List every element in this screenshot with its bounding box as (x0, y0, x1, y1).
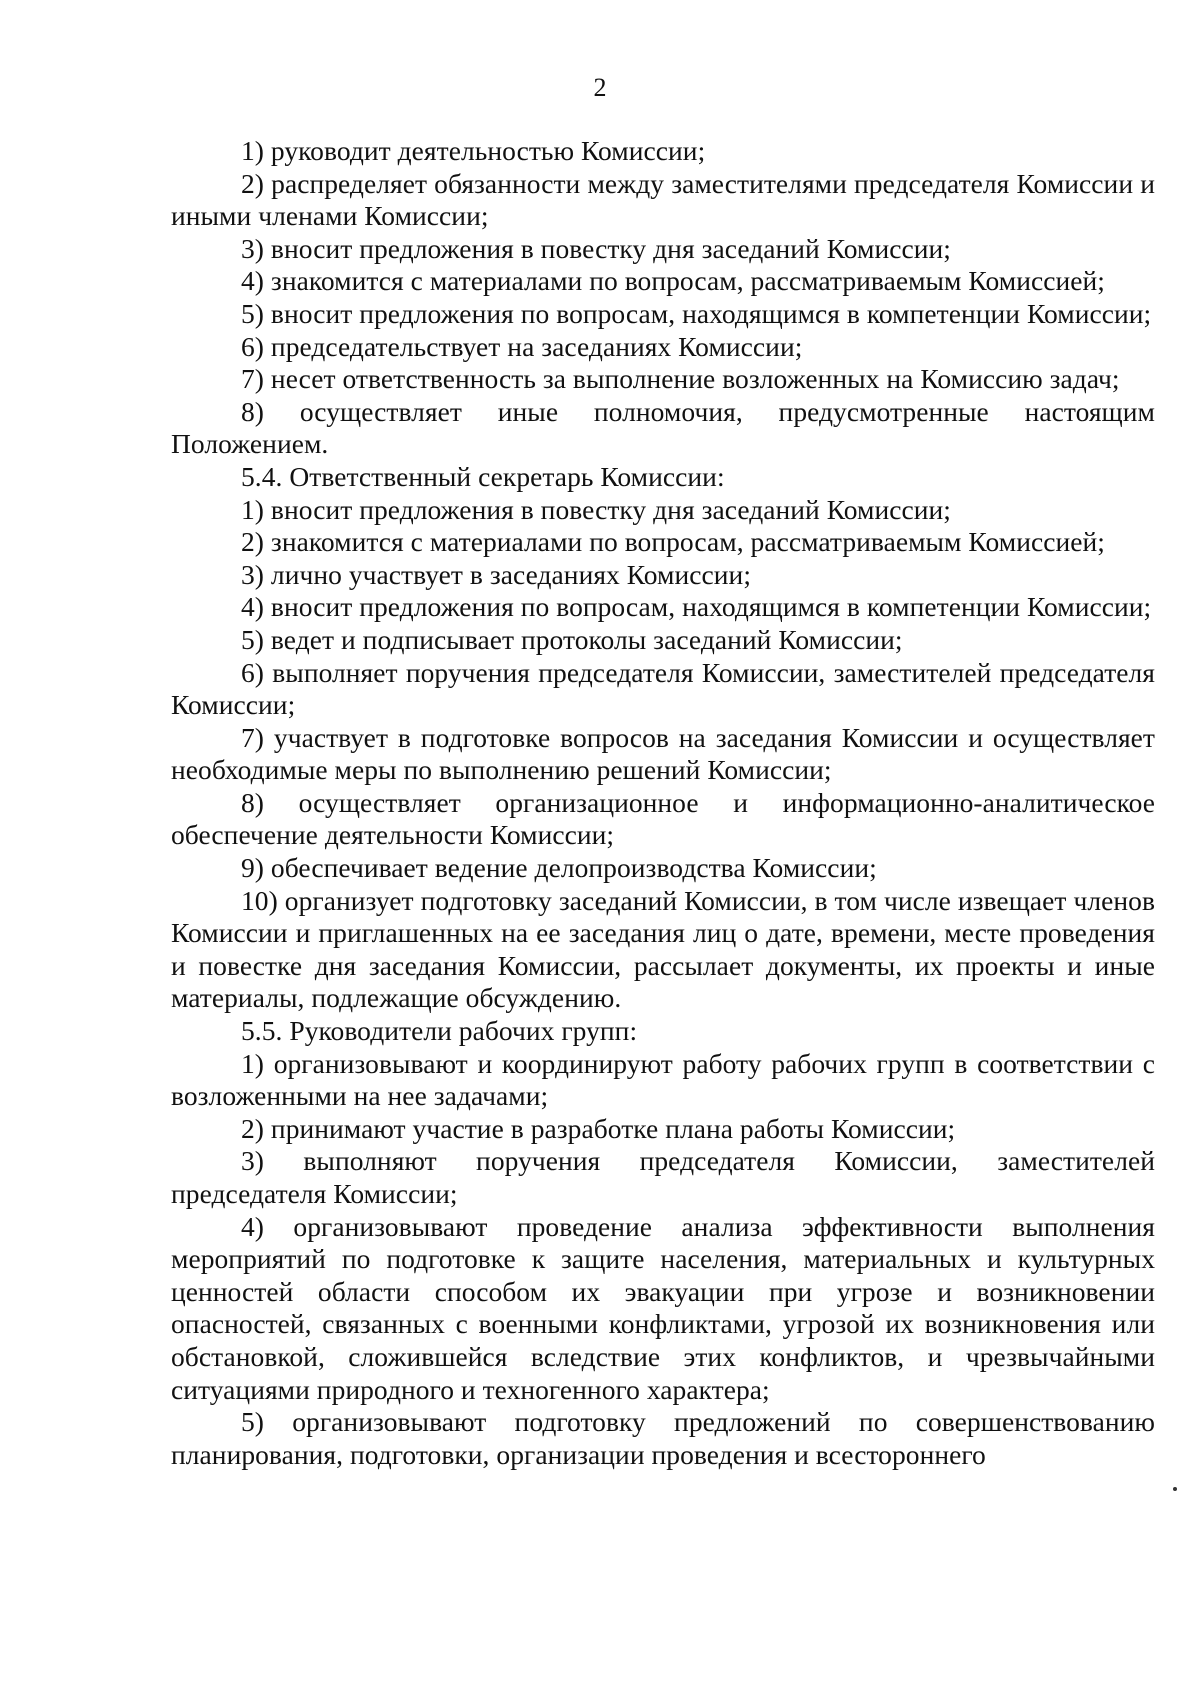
paragraph-chairman-duty-7: 7) несет ответственность за выполнение возложенных на Комиссию задач; (241, 363, 1120, 395)
paragraph-group-lead-duty-3: 3) выполняют поручения председателя Комиссии, заместителей председателя Комиссии; (171, 1145, 1155, 1209)
section-heading-5-4: 5.4. Ответственный секретарь Комиссии: (241, 460, 725, 492)
paragraph-secretary-duty-3: 3) лично участвует в заседаниях Комиссии; (241, 558, 752, 590)
paragraph-chairman-duty-5: 5) вносит предложения по вопросам, находящимся в компетенции Комиссии; (241, 297, 1152, 329)
paragraph-chairman-duty-6: 6) председательствует на заседаниях Комиссии; (241, 330, 803, 362)
paragraph-secretary-duty-6: 6) выполняет поручения председателя Комиссии, заместителей председателя Комиссии; (171, 656, 1155, 721)
paragraph-secretary-duty-5: 5) ведет и подписывает протоколы заседаний Комиссии; (241, 623, 903, 655)
paragraph-chairman-duty-1: 1) руководит деятельностью Комиссии; (241, 135, 706, 166)
paragraph-group-lead-duty-4: 4) организовывают проведение анализа эффективности выполнения мероприятий по подготовке к защите населения, материальных и культурных ценностей области способом их эвакуации при угрозе и возникновении опасностей, связанных с военными конфликтами, угрозой их возникновения или обстановкой, сложившейся вследствие этих конфликтов, и чрезвычайными ситуациями природного и техногенного характера; (171, 1210, 1155, 1405)
paragraph-secretary-duty-8: 8) осуществляет организационное и информационно-аналитическое обеспечение деятельности Комиссии; (171, 786, 1155, 851)
document-body (171, 135, 1155, 1471)
paragraph-chairman-duty-8: 8) осуществляет иные полномочия, предусмотренные настоящим Положением. (171, 395, 1155, 460)
paragraph-secretary-duty-4: 4) вносит предложения по вопросам, находящимся в компетенции Комиссии; (241, 591, 1152, 623)
paragraph-chairman-duty-3: 3) вносит предложения в повестку дня заседаний Комиссии; (241, 232, 951, 264)
paragraph-group-lead-duty-1: 1) организовывают и координируют работу рабочих групп в соответствии с возложенными на нее задачами; (171, 1047, 1155, 1112)
paragraph-group-lead-duty-2: 2) принимают участие в разработке плана работы Комиссии; (241, 1112, 956, 1144)
paragraph-secretary-duty-1: 1) вносит предложения в повестку дня заседаний Комиссии; (241, 493, 951, 525)
paragraph-group-lead-duty-5: 5) организовывают подготовку предложений по совершенствованию планирования, подготовки, организации проведения и всестороннего (171, 1406, 1155, 1470)
section-heading-5-5: 5.5. Руководители рабочих групп: (241, 1015, 638, 1047)
paragraph-chairman-duty-4: 4) знакомится с материалами по вопросам, рассматриваемым Комиссией; (241, 265, 1105, 297)
scan-speck (1173, 1487, 1177, 1491)
paragraph-secretary-duty-2: 2) знакомится с материалами по вопросам, рассматриваемым Комиссией; (241, 526, 1105, 558)
paragraph-chairman-duty-2: 2) распределяет обязанности между заместителями председателя Комиссии и иными членами Комиссии; (171, 167, 1155, 232)
page-number: 2 (593, 73, 607, 102)
paragraph-secretary-duty-7: 7) участвует в подготовке вопросов на заседания Комиссии и осуществляет необходимые меры по выполнению решений Комиссии; (171, 721, 1155, 786)
paragraph-secretary-duty-9: 9) обеспечивает ведение делопроизводства Комиссии; (241, 852, 877, 884)
paragraph-secretary-duty-10: 10) организует подготовку заседаний Комиссии, в том числе извещает членов Комиссии и приглашенных на ее заседания лиц о дате, времени, месте проведения и повестке дня заседания Комиссии, рассылает документы, их проекты и иные материалы, подлежащие обсуждению. (171, 884, 1155, 1014)
